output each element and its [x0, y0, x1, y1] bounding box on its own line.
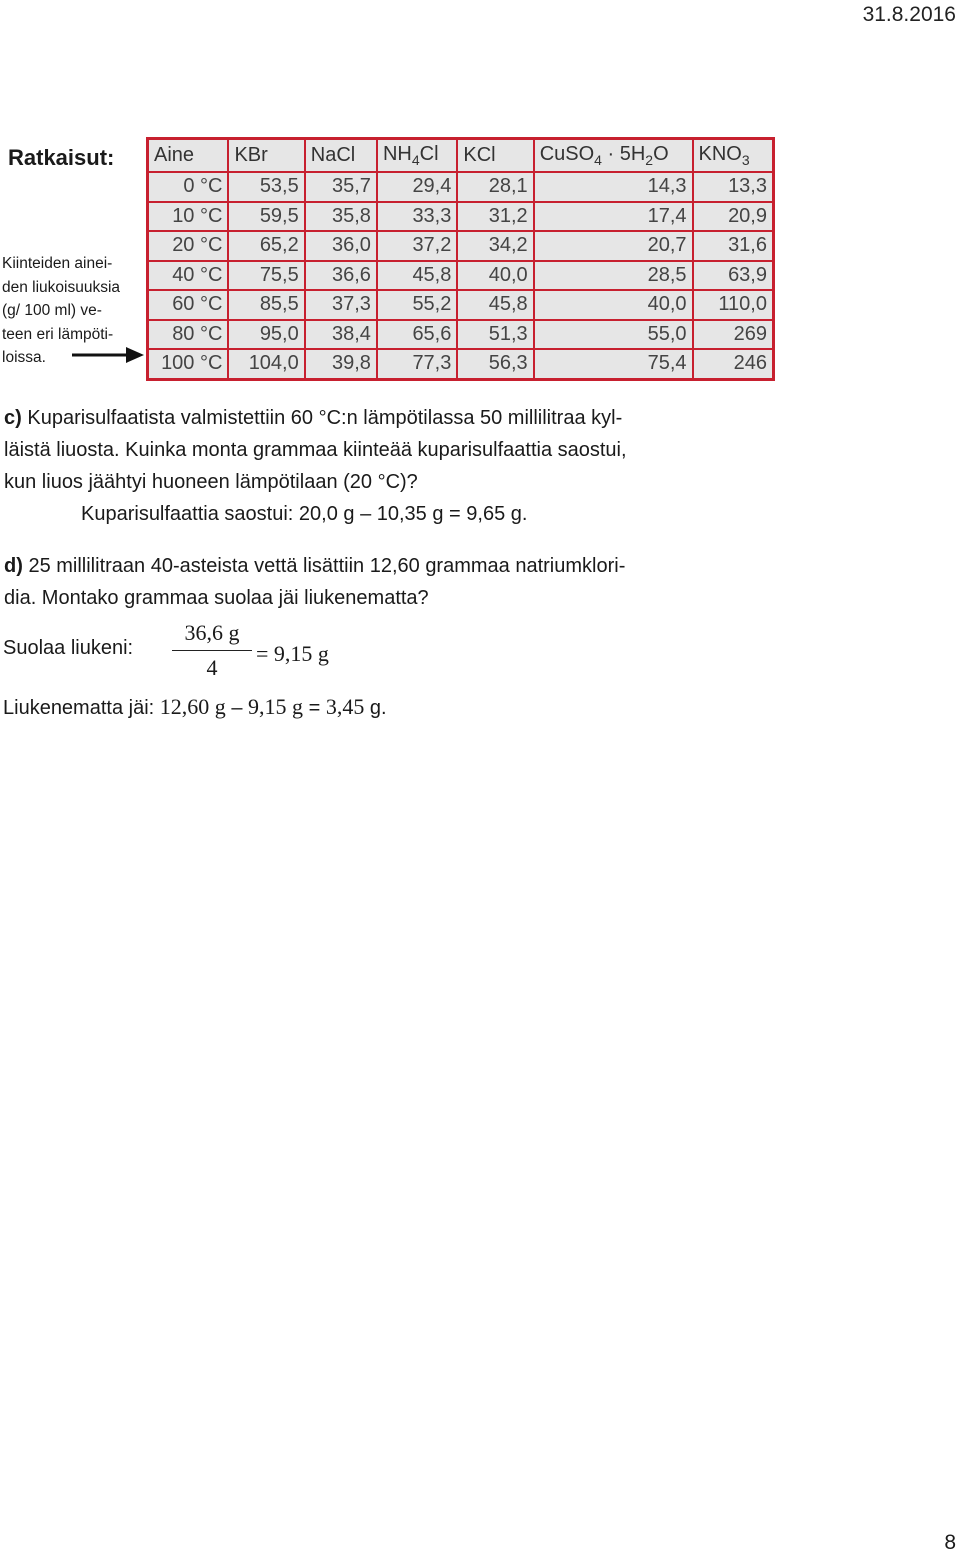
- cell-nh4cl: 77,3: [377, 349, 457, 379]
- cell-kno3: 13,3: [693, 172, 773, 202]
- cell-temperature: 0 °C: [148, 172, 228, 202]
- cell-nacl: 36,0: [305, 231, 377, 261]
- cell-kcl: 45,8: [457, 290, 533, 320]
- table-row: [148, 231, 773, 261]
- caption-line: den liukoisuuksia: [2, 278, 121, 296]
- cell-kbr: 75,5: [228, 261, 304, 291]
- cell-cuso4: 14,3: [534, 172, 693, 202]
- cell-temperature: 20 °C: [148, 231, 228, 261]
- table-row: [148, 320, 773, 350]
- answer-c: Kuparisulfaattia saostui: 20,0 g – 10,35 g = 9,65 g.: [81, 503, 528, 525]
- cell-kno3: 31,6: [693, 231, 773, 261]
- cell-temperature: 100 °C: [148, 349, 228, 379]
- cell-nacl: 36,6: [305, 261, 377, 291]
- table-row: [148, 349, 773, 379]
- header-kcl: KCl: [457, 139, 533, 172]
- cell-nh4cl: 33,3: [377, 202, 457, 232]
- table-header-row: [148, 139, 773, 172]
- question-c-line: kun liuos jäähtyi huoneen lämpötilaan (20 °C)?: [4, 471, 418, 493]
- caption-line: (g/ 100 ml) ve-: [2, 302, 102, 319]
- cell-kbr: 95,0: [228, 320, 304, 350]
- caption-line: teen eri lämpöti-: [2, 325, 114, 343]
- cell-nh4cl: 29,4: [377, 172, 457, 202]
- cell-kno3: 269: [693, 320, 773, 350]
- fraction-numerator: 36,6 g: [184, 620, 240, 645]
- header-substance: Aine: [148, 139, 228, 172]
- fraction-result: = 9,15 g: [256, 641, 329, 666]
- header-kbr: KBr: [228, 139, 304, 172]
- cell-cuso4: 17,4: [534, 202, 693, 232]
- arrow-right-icon: [72, 344, 144, 366]
- fraction-denominator: 4: [206, 655, 218, 680]
- page-date: 31.8.2016: [862, 3, 956, 26]
- question-c: [4, 402, 770, 498]
- cell-kno3: 110,0: [693, 290, 773, 320]
- cell-kno3: 63,9: [693, 261, 773, 291]
- question-c-label: c): [4, 407, 22, 429]
- header-kno3: $KNO_3$: [693, 139, 773, 172]
- solubility-table: [146, 137, 775, 381]
- leftover-line: Liukenematta jäi: 12,60 g – 9,15 g = 3,45 g.: [3, 694, 387, 719]
- cell-kno3: 20,9: [693, 202, 773, 232]
- cell-nh4cl: 45,8: [377, 261, 457, 291]
- solutions-heading: Ratkaisut:: [8, 145, 115, 170]
- caption-line: Kiinteiden ainei-: [2, 255, 113, 272]
- cell-temperature: 40 °C: [148, 261, 228, 291]
- table-row: [148, 172, 773, 202]
- cell-kcl: 51,3: [457, 320, 533, 350]
- question-d-label: d): [4, 555, 23, 577]
- cell-nh4cl: 65,6: [377, 320, 457, 350]
- header-cuso4: CuSO$_4$ · $5H_2O$: [534, 139, 693, 172]
- cell-kbr: 59,5: [228, 202, 304, 232]
- cell-cuso4: 20,7: [534, 231, 693, 261]
- cell-nh4cl: 55,2: [377, 290, 457, 320]
- cell-cuso4: 75,4: [534, 349, 693, 379]
- cell-temperature: 80 °C: [148, 320, 228, 350]
- cell-nacl: 35,8: [305, 202, 377, 232]
- cell-kcl: 56,3: [457, 349, 533, 379]
- cell-kcl: 40,0: [457, 261, 533, 291]
- table-row: [148, 202, 773, 232]
- cell-kcl: 31,2: [457, 202, 533, 232]
- caption-line: loissa.: [2, 349, 46, 366]
- cell-kcl: 34,2: [457, 231, 533, 261]
- cell-kno3: 246: [693, 349, 773, 379]
- cell-kbr: 53,5: [228, 172, 304, 202]
- table-row: [148, 261, 773, 291]
- cell-kcl: 28,1: [457, 172, 533, 202]
- cell-kbr: 65,2: [228, 231, 304, 261]
- cell-temperature: 10 °C: [148, 202, 228, 232]
- question-d-line: d) 25 millilitraan 40-asteista vettä lisättiin 12,60 grammaa natriumklori-: [4, 555, 626, 577]
- header-nacl: NaCl: [305, 139, 377, 172]
- cell-nacl: 35,7: [305, 172, 377, 202]
- cell-cuso4: 55,0: [534, 320, 693, 350]
- cell-cuso4: 28,5: [534, 261, 693, 291]
- table-row: [148, 290, 773, 320]
- cell-nh4cl: 37,2: [377, 231, 457, 261]
- question-c-line: läistä liuosta. Kuinka monta grammaa kiinteää kuparisulfaattia saostui,: [4, 439, 627, 461]
- question-d-line: dia. Montako grammaa suolaa jäi liukenematta?: [4, 587, 429, 609]
- cell-nacl: 38,4: [305, 320, 377, 350]
- dissolved-fraction: [176, 620, 248, 681]
- cell-kbr: 85,5: [228, 290, 304, 320]
- cell-cuso4: 40,0: [534, 290, 693, 320]
- page-number: 8: [944, 1531, 956, 1554]
- header-nh4cl: $NH_4Cl$: [377, 139, 457, 172]
- question-c-line: c) Kuparisulfaatista valmistettiin 60 °C:n lämpötilassa 50 millilitraa kyl-: [4, 407, 623, 429]
- cell-nacl: 39,8: [305, 349, 377, 379]
- cell-nacl: 37,3: [305, 290, 377, 320]
- question-d: [4, 550, 770, 614]
- dissolved-label: Suolaa liukeni:: [3, 637, 134, 659]
- cell-temperature: 60 °C: [148, 290, 228, 320]
- cell-kbr: 104,0: [228, 349, 304, 379]
